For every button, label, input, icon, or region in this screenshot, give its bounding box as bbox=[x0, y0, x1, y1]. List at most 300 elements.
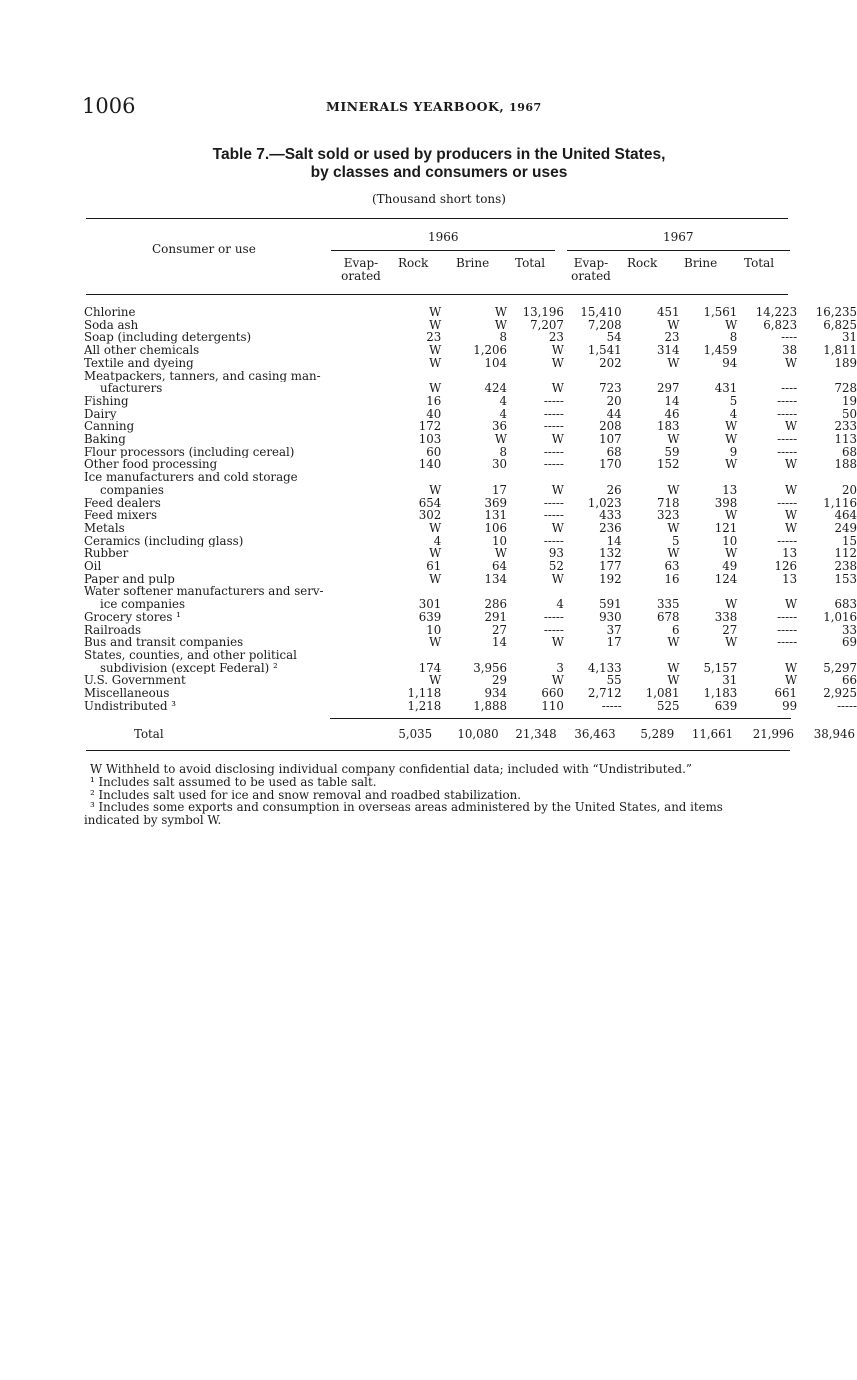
table-cell: W bbox=[667, 432, 680, 447]
row-label: Ice manufacturers and cold storage bbox=[84, 471, 298, 484]
table-cell: W bbox=[429, 317, 442, 332]
table-cell: ---- bbox=[781, 381, 798, 396]
table-cell: 16 bbox=[664, 571, 680, 586]
table-cell: 52 bbox=[548, 559, 564, 574]
table-row bbox=[84, 471, 857, 484]
table-cell: 369 bbox=[484, 495, 507, 510]
table-cell: 31 bbox=[722, 673, 738, 688]
table-cell: 728 bbox=[834, 381, 857, 396]
table-cell: 10 bbox=[722, 533, 738, 548]
table-cell: 23 bbox=[426, 330, 442, 345]
table-cell: 249 bbox=[834, 520, 857, 535]
table-cell: ----- bbox=[543, 444, 564, 459]
table-cell: ----- bbox=[543, 622, 564, 637]
table-cell: 2,925 bbox=[823, 686, 857, 701]
table-cell: 1,023 bbox=[587, 495, 622, 510]
footnote-1: ¹ Includes salt assumed to be used as table salt. bbox=[90, 774, 377, 789]
table-cell: 3 bbox=[556, 660, 564, 675]
table-cell: 113 bbox=[834, 432, 857, 447]
table-cell: W bbox=[667, 660, 680, 675]
row-label: States, counties, and other political bbox=[84, 648, 297, 662]
table-cell: 424 bbox=[484, 381, 507, 396]
table-row bbox=[84, 585, 857, 598]
total-cell: 36,463 bbox=[574, 727, 616, 741]
table-cell: W bbox=[667, 673, 680, 688]
table-cell: W bbox=[784, 355, 798, 370]
table-cell: 3,956 bbox=[473, 660, 507, 675]
table-cell: 13 bbox=[782, 571, 798, 586]
footnote-3-cont: indicated by symbol W. bbox=[84, 813, 222, 828]
table-cell: 13,196 bbox=[522, 305, 564, 319]
table-cell: 6,825 bbox=[823, 317, 857, 332]
table-cell: 172 bbox=[418, 419, 442, 434]
table-row bbox=[84, 408, 857, 421]
table-cell: 188 bbox=[834, 457, 857, 472]
table-cell: ----- bbox=[777, 393, 798, 408]
table-cell: 60 bbox=[426, 444, 442, 459]
table-cell: 107 bbox=[599, 432, 622, 447]
table-cell: 63 bbox=[664, 559, 680, 574]
table-cell: 6,823 bbox=[763, 317, 798, 332]
table-cell: 1,183 bbox=[703, 686, 738, 701]
table-cell: 189 bbox=[834, 355, 857, 370]
table-cell: W bbox=[429, 571, 442, 586]
rule-1967 bbox=[567, 250, 790, 251]
total-cell: 11,661 bbox=[691, 727, 734, 741]
row-label: Baking bbox=[84, 433, 126, 446]
table-row bbox=[84, 624, 857, 637]
row-label: Undistributed ³ bbox=[84, 699, 176, 713]
row-label: Other food processing bbox=[84, 458, 218, 472]
table-row bbox=[84, 700, 857, 713]
table-cell: 13 bbox=[722, 482, 738, 497]
table-cell bbox=[797, 649, 857, 662]
table-cell: ----- bbox=[543, 533, 564, 548]
table-cell: 134 bbox=[484, 571, 507, 586]
table-cell: 1,541 bbox=[587, 343, 622, 358]
footnote-3: ³ Includes some exports and consumption in overseas areas administered by the United States, and items bbox=[90, 800, 723, 815]
table-cell: 20 bbox=[841, 482, 857, 497]
table-cell: 464 bbox=[834, 508, 857, 523]
table-cell: 54 bbox=[606, 330, 622, 345]
table-cell: 132 bbox=[599, 546, 622, 561]
table-cell bbox=[679, 649, 737, 662]
table-cell: 93 bbox=[548, 546, 564, 561]
table-cell: W bbox=[551, 432, 564, 447]
table-cell: 14 bbox=[606, 533, 622, 548]
table-row bbox=[84, 509, 857, 522]
table-cell: 233 bbox=[834, 419, 857, 434]
row-label: ufacturers bbox=[100, 382, 163, 395]
table-cell: W bbox=[494, 546, 507, 561]
table-cell: 1,811 bbox=[823, 343, 857, 358]
total-cell: 38,946 bbox=[813, 727, 855, 741]
table-row bbox=[84, 458, 857, 471]
table-cell: 66 bbox=[841, 673, 857, 688]
table-cell: 59 bbox=[664, 444, 680, 459]
table-cell: 14,223 bbox=[755, 305, 798, 319]
table-cell: 291 bbox=[484, 609, 507, 624]
table-cell: 431 bbox=[714, 381, 738, 396]
table-cell: W bbox=[429, 355, 442, 370]
table-cell: W bbox=[725, 317, 738, 332]
table-cell: W bbox=[667, 317, 680, 332]
table-cell: 40 bbox=[426, 406, 442, 421]
table-cell: 4 bbox=[556, 597, 564, 612]
table-cell bbox=[381, 471, 442, 484]
table-row bbox=[84, 598, 857, 611]
table-cell: 38 bbox=[782, 343, 798, 358]
table-cell bbox=[441, 649, 507, 662]
table-cell: 99 bbox=[782, 698, 798, 713]
table-cell: 23 bbox=[548, 330, 564, 345]
table-cell: 238 bbox=[834, 559, 857, 574]
table-row bbox=[84, 547, 857, 560]
table-cell: W bbox=[429, 673, 442, 688]
table-cell: 661 bbox=[774, 686, 798, 701]
row-label: Paper and pulp bbox=[84, 572, 175, 586]
col-rock-1967: Rock bbox=[627, 256, 658, 270]
total-cell: 5,035 bbox=[398, 727, 433, 741]
table-cell: W bbox=[725, 432, 738, 447]
table-cell: 639 bbox=[418, 609, 442, 624]
table-cell: ----- bbox=[543, 495, 564, 510]
table-cell bbox=[622, 471, 680, 484]
table-cell: 37 bbox=[606, 622, 622, 637]
table-top-rule bbox=[86, 218, 788, 219]
data-table bbox=[84, 306, 857, 713]
row-label: Feed dealers bbox=[84, 496, 161, 510]
table-cell: 140 bbox=[418, 457, 442, 472]
table-row bbox=[84, 522, 857, 535]
table-cell: 27 bbox=[722, 622, 738, 637]
table-row bbox=[84, 611, 857, 624]
table-row bbox=[84, 420, 857, 433]
table-cell: 104 bbox=[484, 355, 507, 370]
table-cell: 1,206 bbox=[473, 343, 507, 358]
row-label: subdivision (except Federal) ² bbox=[100, 661, 278, 675]
table-row bbox=[84, 395, 857, 408]
table-cell: W bbox=[551, 482, 564, 497]
table-row bbox=[84, 636, 857, 649]
table-cell: 192 bbox=[599, 571, 622, 586]
table-cell bbox=[737, 649, 797, 662]
table-row bbox=[84, 497, 857, 510]
row-label: Feed mixers bbox=[84, 509, 158, 522]
row-label: U.S. Government bbox=[84, 674, 186, 688]
table-cell: 15,410 bbox=[580, 305, 622, 319]
table-cell: W bbox=[667, 520, 680, 535]
table-cell: W bbox=[725, 457, 738, 472]
total-cell: 21,348 bbox=[515, 727, 557, 741]
running-head bbox=[326, 99, 542, 114]
total-cell: 10,080 bbox=[457, 727, 499, 741]
table-cell: W bbox=[784, 419, 798, 434]
row-label: All other chemicals bbox=[84, 344, 200, 357]
table-cell bbox=[564, 649, 622, 662]
year-1967-header: 1967 bbox=[663, 230, 694, 244]
table-cell: ----- bbox=[837, 698, 857, 713]
table-cell: 7,207 bbox=[530, 317, 564, 332]
table-cell: W bbox=[784, 457, 798, 472]
table-cell: 10 bbox=[426, 622, 442, 637]
table-cell: 1,218 bbox=[407, 698, 442, 713]
table-cell: 177 bbox=[599, 559, 622, 574]
table-cell: 678 bbox=[656, 609, 680, 624]
table-cell: 170 bbox=[599, 457, 622, 472]
row-label: Chlorine bbox=[84, 306, 136, 319]
table-cell: 398 bbox=[714, 495, 738, 510]
table-cell: 1,016 bbox=[823, 609, 857, 624]
table-cell: ----- bbox=[777, 609, 798, 624]
table-title bbox=[150, 146, 728, 182]
table-cell: 1,116 bbox=[823, 495, 857, 510]
page-number: 1006 bbox=[82, 94, 136, 118]
table-cell: 934 bbox=[484, 686, 507, 701]
table-row bbox=[84, 370, 857, 383]
table-title-line-1: Table 7.—Salt sold or used by producers in the United States, bbox=[212, 146, 666, 163]
row-label: Oil bbox=[84, 560, 102, 573]
table-cell: W bbox=[551, 520, 564, 535]
table-cell: W bbox=[667, 546, 680, 561]
total-cell: 21,996 bbox=[752, 727, 795, 741]
table-cell: 8 bbox=[729, 330, 738, 345]
table-cell: W bbox=[784, 660, 798, 675]
table-cell: 1,561 bbox=[703, 305, 738, 319]
table-cell: W bbox=[494, 305, 507, 319]
table-cell: 153 bbox=[834, 571, 857, 586]
table-row bbox=[84, 674, 857, 687]
col-evaporated-1967: Evap- orated bbox=[571, 256, 611, 283]
table-cell: 5,157 bbox=[703, 660, 738, 675]
running-head-title: MINERALS YEARBOOK, bbox=[326, 99, 505, 114]
table-cell: 46 bbox=[664, 406, 680, 421]
table-cell: 930 bbox=[599, 609, 622, 624]
table-cell: ----- bbox=[543, 457, 564, 472]
table-cell: 5 bbox=[729, 393, 738, 408]
running-head-year: 1967 bbox=[509, 101, 542, 114]
table-row bbox=[84, 687, 857, 700]
table-cell: 94 bbox=[722, 355, 738, 370]
table-cell: 110 bbox=[541, 698, 564, 713]
row-label: Flour processors (including cereal) bbox=[84, 445, 295, 459]
table-row bbox=[84, 357, 857, 370]
table-cell: 10 bbox=[491, 533, 507, 548]
table-cell: 4 bbox=[499, 393, 507, 408]
table-cell: W bbox=[725, 419, 738, 434]
total-cell: 5,289 bbox=[640, 727, 675, 741]
total-top-rule bbox=[330, 718, 791, 719]
table-cell: 106 bbox=[484, 520, 507, 535]
col-evaporated-1966: Evap- orated bbox=[341, 256, 381, 283]
table-cell: W bbox=[551, 635, 564, 650]
table-cell: 27 bbox=[491, 622, 507, 637]
table-cell: 338 bbox=[714, 609, 738, 624]
table-cell: W bbox=[667, 635, 680, 650]
table-row bbox=[84, 535, 857, 548]
table-cell: W bbox=[494, 317, 507, 332]
table-cell: 20 bbox=[606, 393, 622, 408]
table-row bbox=[84, 573, 857, 586]
table-cell bbox=[441, 471, 507, 484]
table-cell: 183 bbox=[656, 419, 680, 434]
table-cell bbox=[507, 585, 564, 598]
table-row bbox=[84, 433, 857, 446]
table-cell: 4,133 bbox=[587, 660, 622, 675]
table-cell: 1,081 bbox=[645, 686, 680, 701]
table-cell: ----- bbox=[543, 609, 564, 624]
table-cell bbox=[381, 649, 442, 662]
row-label: Water softener manufacturers and serv- bbox=[84, 585, 324, 599]
table-cell: 297 bbox=[656, 381, 680, 396]
table-cell: 152 bbox=[656, 457, 680, 472]
table-cell: 286 bbox=[484, 597, 507, 612]
col-total-1966: Total bbox=[515, 256, 546, 270]
table-cell: 302 bbox=[418, 508, 442, 523]
row-label: Canning bbox=[84, 420, 135, 434]
table-cell: 660 bbox=[541, 686, 564, 701]
table-cell: 44 bbox=[606, 406, 622, 421]
table-cell: W bbox=[725, 546, 738, 561]
table-cell: W bbox=[784, 508, 798, 523]
table-cell: W bbox=[429, 305, 442, 319]
table-cell: 23 bbox=[664, 330, 680, 345]
table-cell: 16 bbox=[426, 393, 442, 408]
table-cell: 1,888 bbox=[473, 698, 507, 713]
table-cell: 335 bbox=[656, 597, 680, 612]
col-rock-1966: Rock bbox=[398, 256, 429, 270]
table-cell bbox=[797, 471, 857, 484]
table-cell: 8 bbox=[499, 330, 507, 345]
table-cell: W bbox=[667, 355, 680, 370]
table-cell: W bbox=[784, 673, 798, 688]
table-cell: ----- bbox=[543, 419, 564, 434]
table-cell bbox=[737, 471, 797, 484]
row-label: Fishing bbox=[84, 394, 129, 408]
table-cell: W bbox=[551, 571, 564, 586]
table-cell bbox=[622, 649, 680, 662]
table-cell: ----- bbox=[777, 622, 798, 637]
row-label: Meatpackers, tanners, and casing man- bbox=[84, 369, 321, 383]
row-label: Grocery stores ¹ bbox=[84, 610, 181, 624]
table-cell: W bbox=[429, 520, 442, 535]
table-cell: 174 bbox=[418, 660, 442, 675]
table-row bbox=[84, 649, 857, 662]
table-cell: 9 bbox=[729, 444, 738, 459]
table-cell: W bbox=[784, 597, 798, 612]
table-cell: 61 bbox=[426, 559, 442, 574]
table-cell: 13 bbox=[782, 546, 798, 561]
table-cell: 7,208 bbox=[587, 317, 622, 332]
row-label: companies bbox=[100, 483, 164, 497]
table-cell: W bbox=[725, 508, 738, 523]
table-cell: W bbox=[725, 597, 738, 612]
table-cell: 112 bbox=[834, 546, 857, 561]
table-cell: 5 bbox=[671, 533, 680, 548]
stub-header: Consumer or use bbox=[152, 242, 256, 256]
table-cell: W bbox=[667, 482, 680, 497]
table-cell: 1,459 bbox=[703, 343, 738, 358]
table-cell bbox=[507, 649, 564, 662]
row-label: Rubber bbox=[84, 547, 129, 561]
table-cell: 49 bbox=[722, 559, 738, 574]
table-cell: 17 bbox=[491, 482, 507, 497]
footnotes bbox=[84, 762, 798, 828]
table-row bbox=[84, 446, 857, 459]
table-cell: W bbox=[551, 355, 564, 370]
footnote-2: ² Includes salt used for ice and snow removal and roadbed stabilization. bbox=[90, 787, 521, 802]
table-cell: 236 bbox=[599, 520, 622, 535]
table-cell: 124 bbox=[714, 571, 738, 586]
table-cell: W bbox=[429, 482, 442, 497]
table-cell bbox=[564, 471, 622, 484]
table-cell: 15 bbox=[841, 533, 857, 548]
table-cell: 525 bbox=[656, 698, 680, 713]
table-cell: 64 bbox=[491, 559, 507, 574]
row-label: Metals bbox=[84, 521, 125, 535]
row-label: ice companies bbox=[100, 598, 185, 611]
table-cell: 30 bbox=[491, 457, 507, 472]
table-cell: 451 bbox=[656, 305, 680, 319]
header-bottom-rule bbox=[86, 294, 788, 295]
table-row bbox=[84, 331, 857, 344]
table-row bbox=[84, 382, 857, 395]
row-label: Soda ash bbox=[84, 318, 139, 332]
table-cell: 69 bbox=[841, 635, 857, 650]
row-label: Miscellaneous bbox=[84, 687, 170, 700]
table-cell: 19 bbox=[841, 393, 857, 408]
row-label: Railroads bbox=[84, 623, 142, 637]
table-cell: W bbox=[429, 635, 442, 650]
table-cell: 14 bbox=[664, 393, 680, 408]
table-cell: 4 bbox=[499, 406, 507, 421]
table-row bbox=[84, 484, 857, 497]
table-bottom-rule bbox=[86, 750, 790, 751]
total-row bbox=[84, 725, 857, 743]
rule-1966 bbox=[331, 250, 555, 251]
table-cell: 5,297 bbox=[823, 660, 857, 675]
table-cell: W bbox=[725, 635, 738, 650]
table-cell: ----- bbox=[543, 406, 564, 421]
table-cell: ----- bbox=[601, 698, 622, 713]
table-cell: W bbox=[494, 432, 507, 447]
table-cell: W bbox=[429, 343, 442, 358]
row-label: Soap (including detergents) bbox=[84, 331, 252, 345]
table-title-line-2: by classes and consumers or uses bbox=[310, 164, 568, 181]
total-label: Total bbox=[134, 727, 164, 741]
table-cell: ----- bbox=[543, 393, 564, 408]
table-row bbox=[84, 306, 857, 319]
table-cell: 208 bbox=[599, 419, 622, 434]
table-cell: 433 bbox=[599, 508, 622, 523]
table-cell: W bbox=[784, 482, 798, 497]
table-cell: ----- bbox=[777, 432, 798, 447]
table-units: (Thousand short tons) bbox=[371, 192, 506, 206]
table-cell: 68 bbox=[606, 444, 622, 459]
table-cell: 131 bbox=[484, 508, 507, 523]
table-cell: W bbox=[429, 546, 442, 561]
row-label: Ceramics (including glass) bbox=[84, 534, 244, 548]
table-cell: 36 bbox=[491, 419, 507, 434]
table-cell: 723 bbox=[599, 381, 622, 396]
table-cell bbox=[507, 471, 564, 484]
table-cell: 14 bbox=[491, 635, 507, 650]
table-row bbox=[84, 344, 857, 357]
table-cell: 121 bbox=[714, 520, 738, 535]
table-cell: 29 bbox=[491, 673, 507, 688]
table-cell: W bbox=[784, 520, 798, 535]
table-cell: 17 bbox=[606, 635, 622, 650]
